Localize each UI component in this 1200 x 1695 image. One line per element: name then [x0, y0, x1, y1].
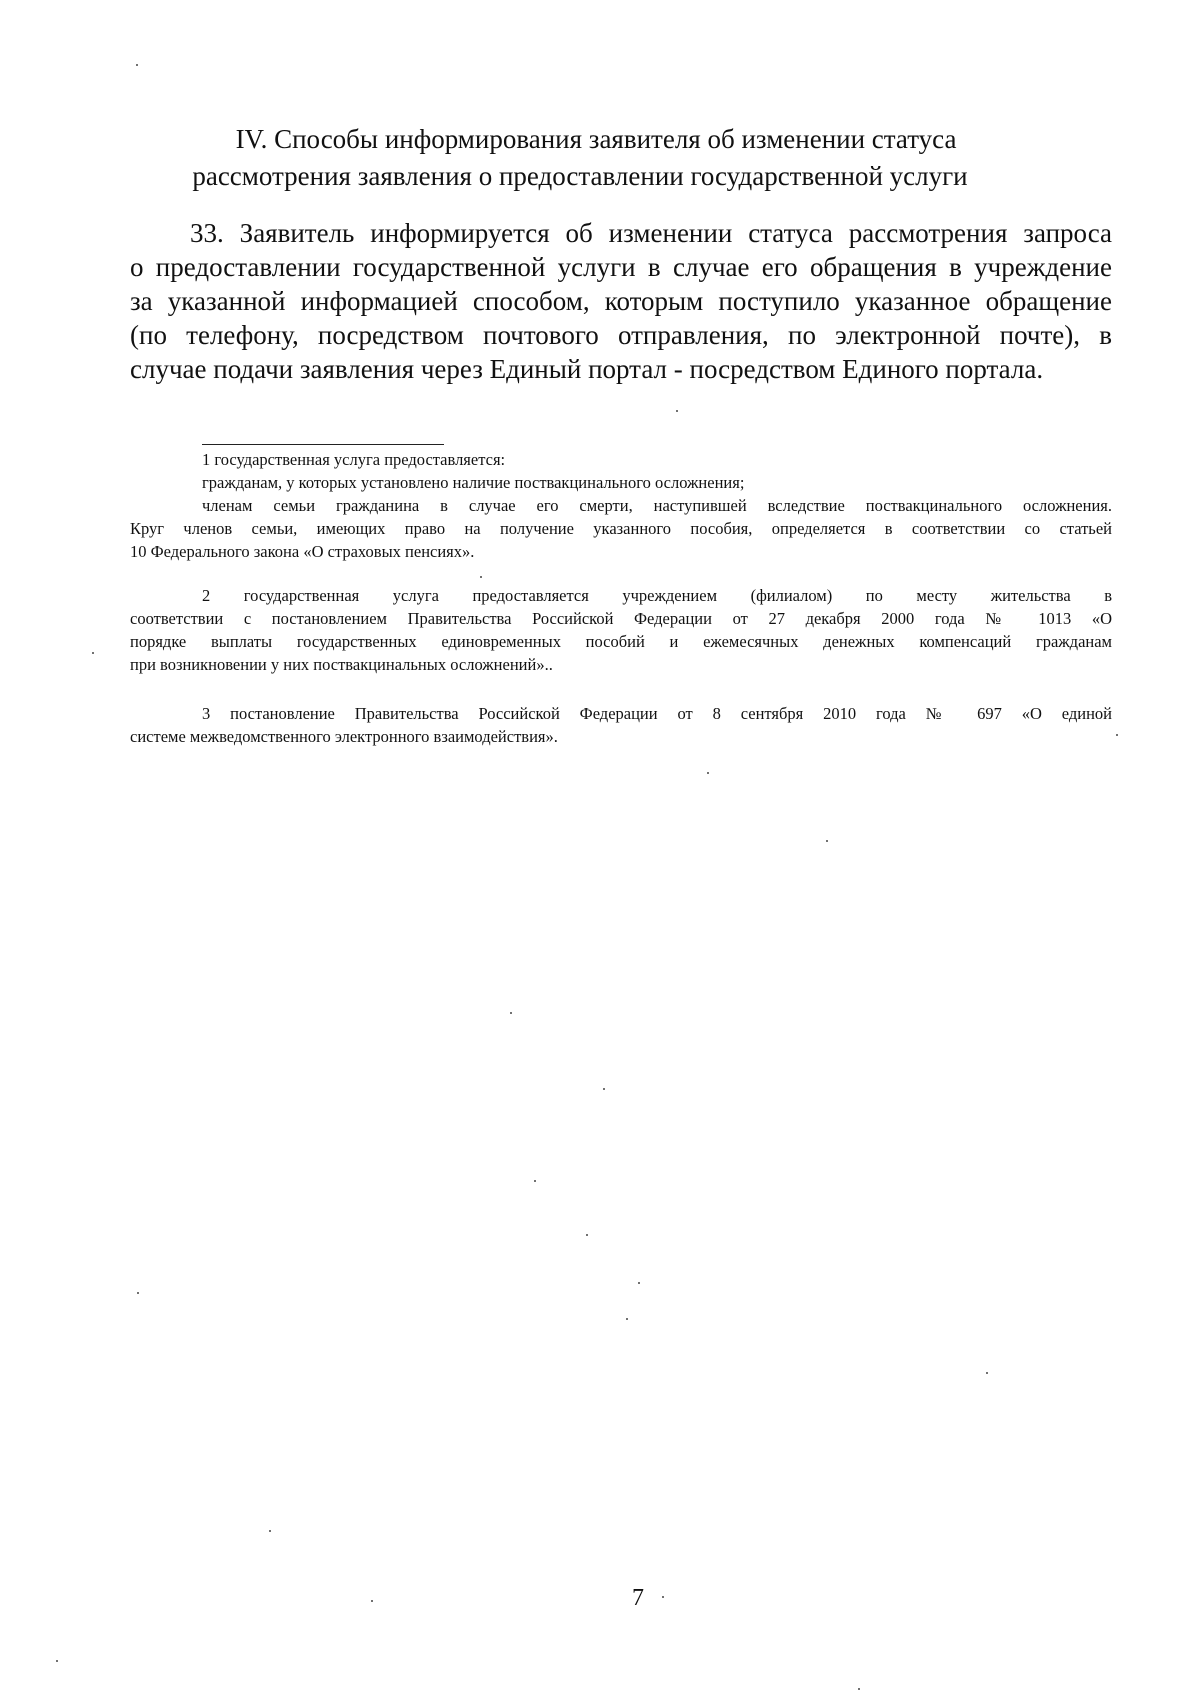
footnote-line: 1 государственная услуга предоставляется: [202, 450, 506, 469]
scan-speck [676, 410, 678, 412]
scan-speck [136, 64, 138, 66]
scan-speck [986, 1372, 988, 1374]
footnote-line: Круг членов семьи, имеющих право на получение указанного пособия, определяется в соответствии со статьей [130, 519, 1112, 538]
scan-speck [662, 1596, 664, 1598]
footnote-line: соответствии с постановлением Правительства Российской Федерации от 27 декабря 2000 года № 1013 «О [130, 609, 1112, 628]
paragraph-line: о предоставлении государственной услуги в случае его обращения в учреждение [130, 252, 1112, 282]
scan-speck [638, 1282, 640, 1284]
footnote-line: 2 государственная услуга предоставляется учреждением (филиалом) по месту жительства в [202, 586, 1112, 605]
footnote-line: при возникновении у них поствакцинальных осложнений».. [130, 655, 553, 674]
section-heading-line-1: IV. Способы информирования заявителя об изменении статуса [235, 124, 957, 154]
section-heading-line-2: рассмотрения заявления о предоставлении государственной услуги [192, 161, 968, 191]
footnote-line: гражданам, у которых установлено наличие поствакцинального осложнения; [202, 473, 745, 492]
paragraph-line: за указанной информацией способом, которым поступило указанное обращение [130, 286, 1112, 316]
scan-speck [826, 840, 828, 842]
footnote-line: системе межведомственного электронного взаимодействия». [130, 727, 558, 746]
footnote-line: 3 постановление Правительства Российской Федерации от 8 сентября 2010 года № 697 «О единой [202, 704, 1112, 723]
scan-speck [603, 1088, 605, 1090]
footnote-separator [202, 444, 444, 445]
scan-speck [1116, 734, 1118, 736]
scan-speck [858, 1688, 860, 1690]
section-heading [130, 121, 1030, 195]
page-number: 7 [632, 1585, 644, 1611]
scan-speck [371, 1600, 373, 1602]
footnote-2 [130, 584, 1112, 676]
paragraph-33 [130, 216, 1112, 386]
scan-speck [586, 1234, 588, 1236]
scan-speck [56, 1660, 58, 1662]
paragraph-line: случае подачи заявления через Единый портал - посредством Единого портала. [130, 354, 1044, 384]
footnote-line: членам семьи гражданина в случае его смерти, наступившей вследствие поствакцинального осложнения. [202, 496, 1112, 515]
footnote-line: порядке выплаты государственных единовременных пособий и ежемесячных денежных компенсаций гражданам [130, 632, 1112, 651]
scan-speck [626, 1318, 628, 1320]
footnote-3 [130, 702, 1112, 748]
paragraph-line: 33. Заявитель информируется об изменении статуса рассмотрения запроса [190, 218, 1112, 248]
scan-speck [92, 652, 94, 654]
scan-speck [269, 1530, 271, 1532]
footnote-line: 10 Федерального закона «О страховых пенсиях». [130, 542, 475, 561]
paragraph-line: (по телефону, посредством почтового отправления, по электронной почте), в [130, 320, 1112, 350]
scan-speck [534, 1180, 536, 1182]
scan-speck [480, 576, 482, 578]
scan-speck [707, 772, 709, 774]
scan-speck [137, 1292, 139, 1294]
scan-speck [510, 1012, 512, 1014]
footnote-1 [130, 448, 1112, 563]
